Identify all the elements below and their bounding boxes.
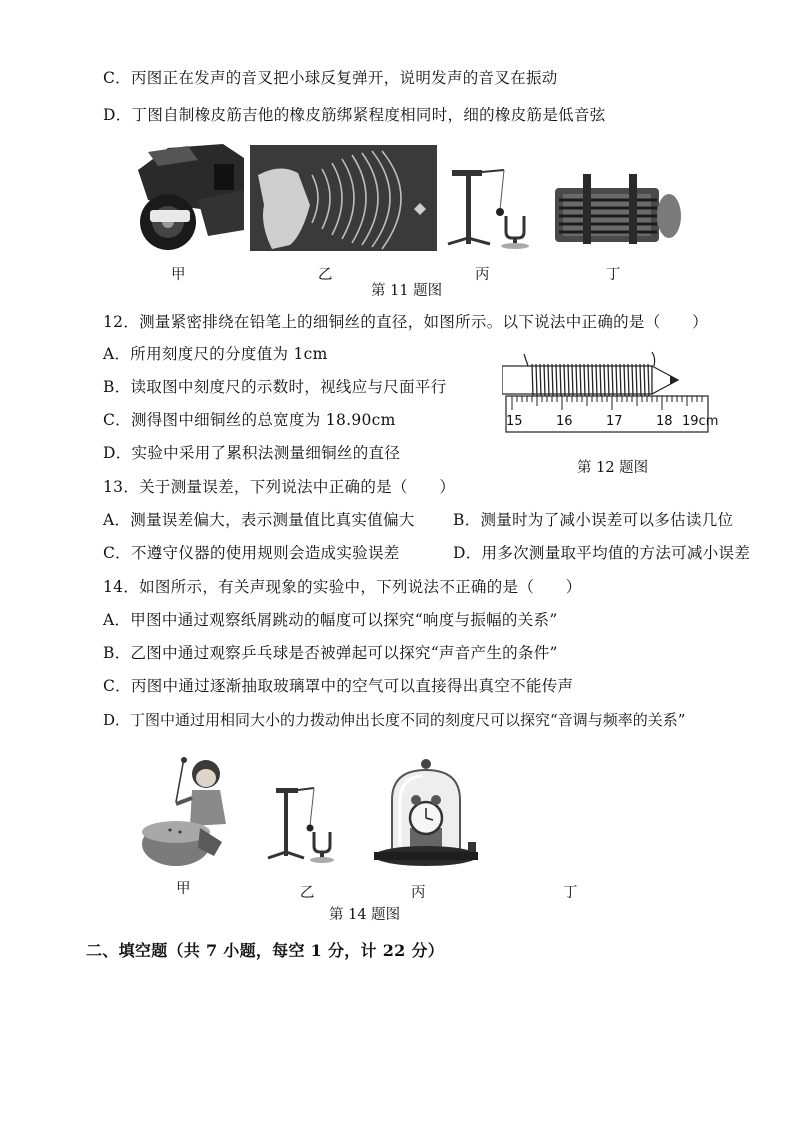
- q14-stem: 14．如图所示，有关声现象的实验中，下列说法不正确的是（ ）: [103, 578, 582, 596]
- q14-label-ding: 丁: [563, 885, 578, 901]
- q14-figure-yi-tuning-fork: [264, 776, 338, 868]
- q11-option-c: C．丙图正在发声的音叉把小球反复弹开，说明发声的音叉在振动: [103, 69, 558, 87]
- q12-option-a: A．所用刻度尺的分度值为 1cm: [103, 345, 328, 363]
- q14-figure-bing-bell-jar: [372, 756, 480, 874]
- section-2-heading: 二、填空题（共 7 小题，每空 1 分，计 22 分）: [86, 941, 445, 960]
- q14-figure-caption: 第 14 题图: [329, 907, 401, 923]
- q13-option-d: D．用多次测量取平均值的方法可减小误差: [453, 544, 751, 562]
- q13-option-a: A．测量误差偏大，表示测量值比真实值偏大: [103, 511, 415, 529]
- q13-stem: 13．关于测量误差，下列说法中正确的是（ ）: [103, 478, 456, 496]
- q12-option-b: B．读取图中刻度尺的示数时，视线应与尺面平行: [103, 378, 447, 396]
- ruler-label-17: 17: [606, 414, 623, 429]
- q14-figure-jia-drum: [140, 752, 230, 870]
- q12-option-d: D．实验中采用了累积法测量细铜丝的直径: [103, 444, 401, 462]
- q11-figure-ding-rubber-band-guitar: [553, 170, 683, 248]
- q14-option-d: D．丁图中通过用相同大小的力拨动伸出长度不同的刻度尺可以探究“音调与频率的关系”: [103, 711, 686, 729]
- q14-option-a: A．甲图中通过观察纸屑跳动的幅度可以探究“响度与振幅的关系”: [103, 611, 558, 629]
- ruler-label-19cm: 19cm: [682, 414, 719, 429]
- ruler-label-16: 16: [556, 414, 573, 429]
- q12-stem: 12．测量紧密排绕在铅笔上的细铜丝的直径，如图所示。以下说法中正确的是（ ）: [103, 313, 708, 331]
- q14-option-c: C．丙图中通过逐渐抽取玻璃罩中的空气可以直接得出真空不能传声: [103, 677, 574, 695]
- q11-label-yi: 乙: [318, 267, 333, 283]
- q12-option-c: C．测得图中细铜丝的总宽度为 18.90cm: [103, 411, 396, 429]
- q11-label-ding: 丁: [606, 267, 621, 283]
- q11-option-d: D．丁图自制橡皮筋吉他的橡皮筋绑紧程度相同时，细的橡皮筋是低音弦: [103, 106, 606, 124]
- q13-option-c: C．不遵守仪器的使用规则会造成实验误差: [103, 544, 400, 562]
- q11-figure-yi-sound-waves: [250, 145, 437, 251]
- q12-figure-ruler-pencil: [502, 344, 712, 448]
- q11-label-bing: 丙: [475, 267, 490, 283]
- q11-figure-bing-tuning-fork: [440, 160, 540, 252]
- ruler-label-15: 15: [506, 414, 523, 429]
- q14-option-b: B．乙图中通过观察乒乓球是否被弹起可以探究“声音产生的条件”: [103, 644, 558, 662]
- q11-figure-jia-motorcycle: [128, 140, 246, 252]
- q13-option-b: B．测量时为了减小误差可以多估读几位: [453, 511, 734, 529]
- q14-label-yi: 乙: [300, 885, 315, 901]
- q12-figure-caption: 第 12 题图: [577, 460, 649, 476]
- q11-figure-caption: 第 11 题图: [371, 283, 443, 299]
- ruler-label-18: 18: [656, 414, 673, 429]
- q14-label-jia: 甲: [176, 881, 191, 897]
- q11-label-jia: 甲: [171, 267, 186, 283]
- q14-label-bing: 丙: [411, 885, 426, 901]
